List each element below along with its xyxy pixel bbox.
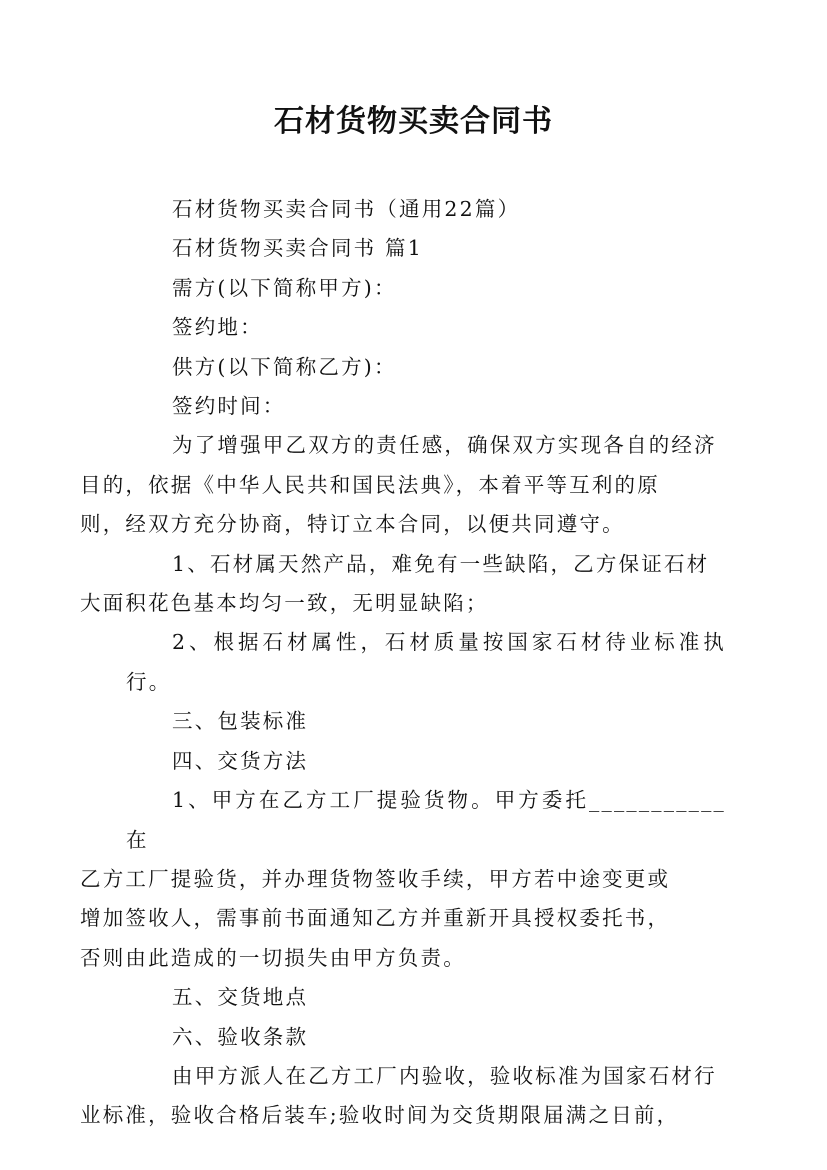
text-line: 为了增强甲乙双方的责任感，确保双方实现各自的经济 <box>172 433 717 458</box>
document-body <box>80 190 726 1136</box>
paragraph-delivery-clause <box>80 781 726 978</box>
paragraph-supplier <box>126 348 726 387</box>
text-line: 六、验收条款 <box>172 1024 309 1049</box>
text-line: 五、交货地点 <box>172 985 309 1010</box>
text-line: 三、包装标准 <box>172 709 309 734</box>
paragraph-section-title <box>126 229 726 268</box>
paragraph-clause-1 <box>80 545 726 624</box>
paragraph-delivery-method-heading <box>126 742 726 781</box>
paragraph-clause-2 <box>126 623 726 702</box>
paragraph-buyer <box>126 269 726 308</box>
paragraph-heading <box>126 190 726 229</box>
text-line: 否则由此造成的一切损失由甲方负责。 <box>80 945 466 970</box>
text-line: 目的，依据《中华人民共和国民法典》，本着平等互利的原 <box>80 472 660 497</box>
text-line: 供方(以下简称乙方)： <box>172 354 397 379</box>
text-line: 签约时间： <box>172 394 286 419</box>
paragraph-preamble <box>80 426 726 544</box>
text-line: 1、甲方在乙方工厂提验货物。甲方委托___________在 <box>126 788 726 852</box>
text-line: 则，经双方充分协商，特订立本合同，以便共同遵守。 <box>80 512 625 537</box>
paragraph-acceptance-clause <box>80 1057 726 1136</box>
paragraph-signing-time <box>126 387 726 426</box>
text-line: 业标准，验收合格后装车;验收时间为交货期限届满之日前， <box>80 1103 680 1128</box>
text-line: 石材货物买卖合同书（通用22篇） <box>172 197 521 221</box>
paragraph-signing-place <box>126 308 726 347</box>
text-line: 1、石材属天然产品，难免有一些缺陷，乙方保证石材 <box>172 551 710 576</box>
text-line: 四、交货方法 <box>172 748 309 773</box>
paragraph-delivery-place-heading <box>126 978 726 1017</box>
paragraph-packaging-heading <box>126 702 726 741</box>
text-line: 2、根据石材属性，石材质量按国家石材待业标准执行。 <box>126 630 726 694</box>
text-line: 由甲方派人在乙方工厂内验收，验收标准为国家石材行 <box>172 1063 717 1088</box>
text-line: 大面积花色基本均匀一致，无明显缺陷； <box>80 591 489 616</box>
text-line: 乙方工厂提验货，并办理货物签收手续，甲方若中途变更或 <box>80 866 671 891</box>
text-line: 签约地： <box>172 315 263 340</box>
paragraph-acceptance-heading <box>126 1018 726 1057</box>
text-line: 增加签收人，需事前书面通知乙方并重新开具授权委托书， <box>80 906 671 931</box>
text-line: 石材货物买卖合同书 篇1 <box>172 236 423 261</box>
text-line: 需方(以下简称甲方)： <box>172 275 397 300</box>
document-title: 石材货物买卖合同书 <box>274 104 553 139</box>
